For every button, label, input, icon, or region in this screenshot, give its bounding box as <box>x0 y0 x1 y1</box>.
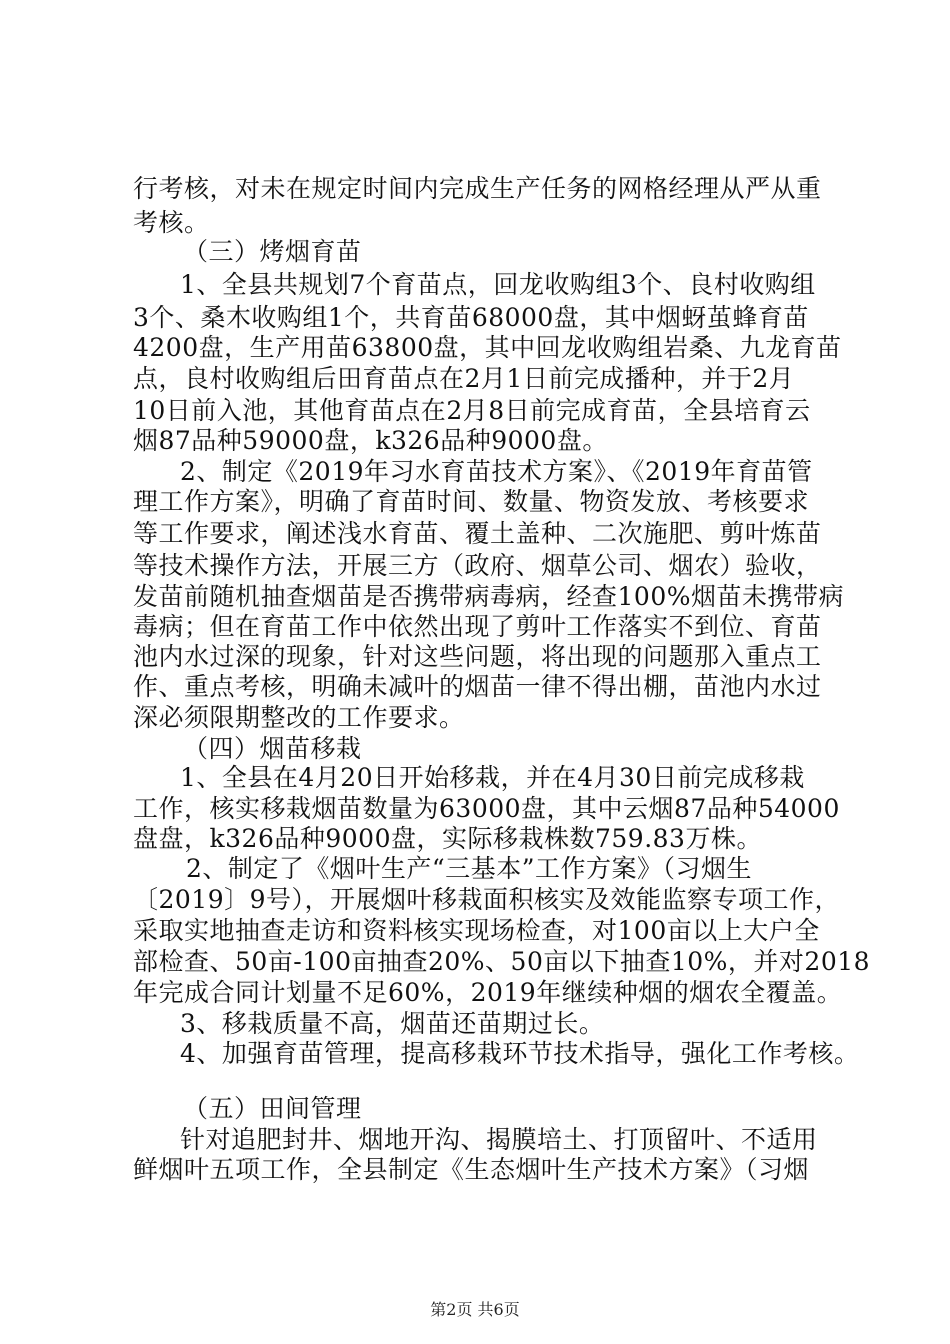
text-line: 2、制定《2019年习水育苗技术方案》、《2019年育苗管 <box>180 457 813 486</box>
text-line: 〔2019〕9号），开展烟叶移栽面积核实及效能监察专项工作， <box>133 885 841 914</box>
text-line: 鲜烟叶五项工作，全县制定《生态烟叶生产技术方案》（习烟 <box>133 1155 810 1184</box>
text-line: 盘盘，k326品种9000盘，实际移栽株数759.83万株。 <box>133 824 762 853</box>
text-line: 等工作要求，阐述浅水育苗、覆土盖种、二次施肥、剪叶炼苗 <box>133 519 822 548</box>
text-line: 采取实地抽查走访和资料核实现场检查，对100亩以上大户全 <box>133 916 820 945</box>
text-line: 理工作方案》，明确了育苗时间、数量、物资发放、考核要求 <box>133 487 810 516</box>
text-line: 烟87品种59000盘，k326品种9000盘。 <box>133 426 608 455</box>
text-line: 工作，核实移栽烟苗数量为63000盘，其中云烟87品种54000 <box>133 794 840 823</box>
text-line: 4、加强育苗管理，提高移栽环节技术指导，强化工作考核。 <box>180 1039 860 1068</box>
page-footer: 第2页 共6页 <box>430 1300 520 1319</box>
text-line: 发苗前随机抽查烟苗是否携带病毒病，经查100%烟苗未携带病 <box>133 582 844 611</box>
text-line: 点，良村收购组后田育苗点在2月1日前完成播种，并于2月 <box>133 364 795 393</box>
section-heading: （三）烤烟育苗 <box>183 237 362 266</box>
text-line: 毒病；但在育苗工作中依然出现了剪叶工作落实不到位、育苗 <box>133 612 822 641</box>
text-line: 10日前入池，其他育苗点在2月8日前完成育苗，全县培育云 <box>133 396 811 425</box>
text-line: 2、制定了《烟叶生产“三基本”工作方案》（习烟生 <box>186 854 752 883</box>
text-line: 4200盘，生产用苗63800盘，其中回龙收购组岩桑、九龙育苗 <box>133 333 842 362</box>
section-heading: （四）烟苗移栽 <box>183 734 362 763</box>
text-line: 1、全县在4月20日开始移栽，并在4月30日前完成移栽 <box>180 763 805 792</box>
section-heading: （五）田间管理 <box>183 1094 362 1123</box>
text-line: 年完成合同计划量不足60%，2019年继续种烟的烟农全覆盖。 <box>133 978 843 1007</box>
text-line: 深必须限期整改的工作要求。 <box>133 703 465 732</box>
text-line: 考核。 <box>133 208 210 237</box>
text-line: 行考核，对未在规定时间内完成生产任务的网格经理从严从重 <box>133 174 822 203</box>
text-line: 1、全县共规划7个育苗点，回龙收购组3个、良村收购组 <box>180 270 816 299</box>
text-line: 部检查、50亩-100亩抽查20%、50亩以下抽查10%，并对2018 <box>133 947 871 976</box>
text-line: 等技术操作方法，开展三方（政府、烟草公司、烟农）验收， <box>133 551 822 580</box>
text-line: 3个、桑木收购组1个，共育苗68000盘，其中烟蚜茧蜂育苗 <box>133 303 809 332</box>
text-line: 作、重点考核，明确未减叶的烟苗一律不得出棚，苗池内水过 <box>133 672 822 701</box>
text-line: 针对追肥封井、烟地开沟、揭膜培土、打顶留叶、不适用 <box>180 1125 818 1154</box>
text-line: 池内水过深的现象，针对这些问题，将出现的问题那入重点工 <box>133 642 822 671</box>
text-line: 3、移栽质量不高，烟苗还苗期过长。 <box>180 1009 605 1038</box>
